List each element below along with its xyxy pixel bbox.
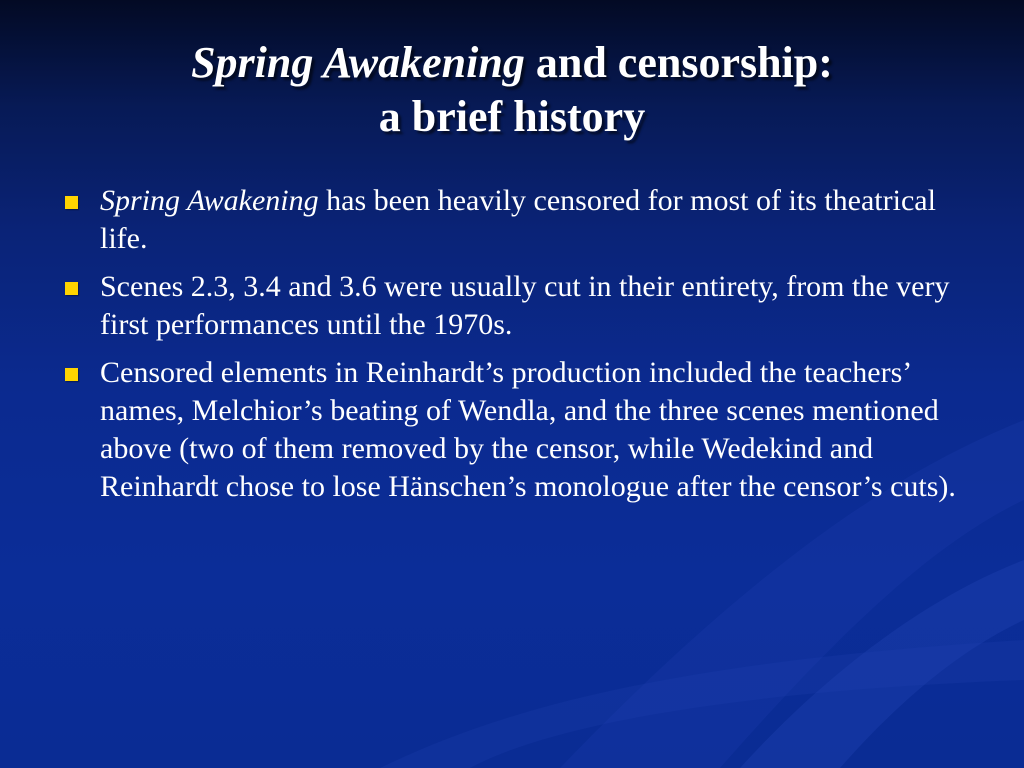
bullet-list <box>62 182 962 516</box>
yellow-square-bullet-icon <box>65 368 78 381</box>
bullet-item-3 <box>62 354 962 506</box>
bullet-1-text: has been heavily censored for most of its theatrical life. <box>100 184 936 255</box>
title-line-1 <box>40 36 984 90</box>
bullet-item-1 <box>62 182 962 258</box>
bullet-item-2 <box>62 268 962 344</box>
bullet-2-text: Scenes 2.3, 3.4 and 3.6 were usually cut in their entirety, from the very first performances until the 1970s. <box>100 270 950 341</box>
bullet-1-italic: Spring Awakening <box>100 184 319 217</box>
title-rest: and censorship: <box>524 38 833 87</box>
title-italic: Spring Awakening <box>191 38 525 87</box>
yellow-square-bullet-icon <box>65 282 78 295</box>
yellow-square-bullet-icon <box>65 196 78 209</box>
slide-title <box>40 36 984 144</box>
bullet-3-text: Censored elements in Reinhardt’s production included the teachers’ names, Melchior’s beating of Wendla, and the three scenes mentioned above (two of them removed by the censor, while Wedekind and Reinhardt chose to lose Hänschen’s monologue after the censor’s cuts). <box>100 356 956 503</box>
title-line-2: a brief history <box>378 92 646 141</box>
